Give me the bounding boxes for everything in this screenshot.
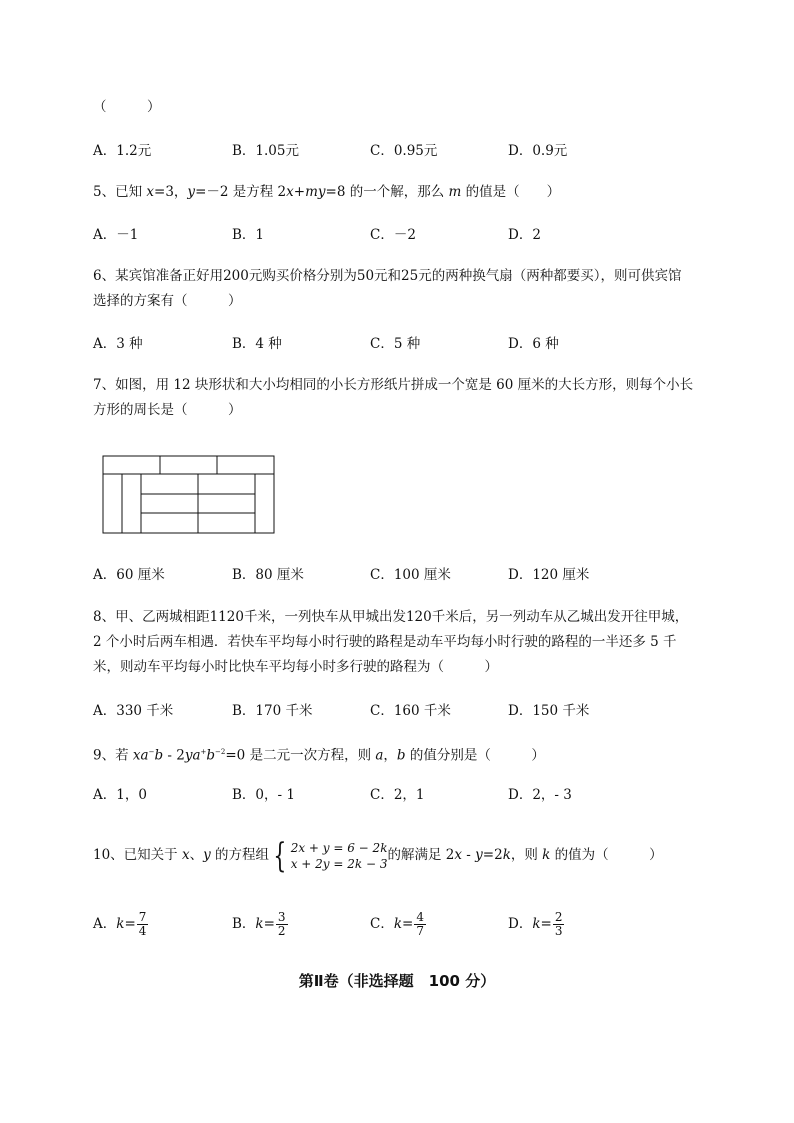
- q8-option-a[interactable]: A．330 千米: [93, 703, 174, 719]
- system-equation-2: x + 2y = 2k − 3: [290, 856, 388, 871]
- q6-options: [93, 333, 693, 355]
- q7-option-a[interactable]: A．60 厘米: [93, 567, 165, 583]
- q7-option-d[interactable]: D．120 厘米: [508, 567, 590, 583]
- q5-stem: 5、已知 x=3，y=－2 是方程 2x+my=8 的一个解，那么 m 的值是（ ）: [93, 184, 561, 200]
- q7-stem-line2: 方形的周长是（ ）: [93, 402, 242, 418]
- q7-options: [93, 564, 693, 586]
- q8-stem-line1: 8、甲、乙两城相距1120千米，一列快车从甲城出发120千米后，另一列动车从乙城出发开往甲城，: [93, 609, 689, 625]
- rectangle-tiling-figure: [100, 454, 278, 536]
- q4-option-c[interactable]: C．0.95元: [370, 143, 438, 159]
- answer-paren: （ ）: [93, 99, 161, 115]
- q10-option-d[interactable]: D．k= $\frac{2}{3}$: [508, 910, 563, 938]
- q8-option-c[interactable]: C．160 千米: [370, 703, 451, 719]
- q6-option-b[interactable]: B．4 种: [232, 336, 282, 352]
- equation-system: [269, 835, 388, 876]
- q6-stem-line1: 6、某宾馆准备正好用200元购买价格分别为50元和25元的两种换气扇（两种都要买），则可供宾馆: [93, 268, 682, 284]
- q4-option-b[interactable]: B．1.05元: [232, 143, 299, 159]
- q6-stem-line2: 选择的方案有（ ）: [93, 293, 242, 309]
- system-equation-1: 2x + y = 6 − 2k: [290, 840, 388, 855]
- q10-option-b[interactable]: B．k= $\frac{3}{2}$: [232, 910, 286, 938]
- q7-option-b[interactable]: B．80 厘米: [232, 567, 304, 583]
- q6-option-c[interactable]: C．5 种: [370, 336, 421, 352]
- q10-option-c[interactable]: C．k= $\frac{4}{7}$: [370, 910, 424, 938]
- q10-option-a[interactable]: A．k= $\frac{7}{4}$: [93, 910, 147, 938]
- q6-option-d[interactable]: D．6 种: [508, 336, 559, 352]
- q8-stem-line3: 米，则动车平均每小时比快车平均每小时多行驶的路程为（ ）: [93, 659, 498, 675]
- q9-option-a[interactable]: A．1，0: [93, 787, 147, 803]
- q9-stem: 9、若 $xa^-b - 2ya^+b^{-2}=0$ 是二元一次方程，则 a，b 的值分别是（ ）: [93, 747, 545, 764]
- q9-option-b[interactable]: B．0，- 1: [232, 787, 295, 803]
- q9-option-c[interactable]: C．2，1: [370, 787, 425, 803]
- section-title: 第Ⅱ卷（非选择题 100 分）: [298, 972, 496, 990]
- q9-option-d[interactable]: D．2，- 3: [508, 787, 572, 803]
- q8-option-d[interactable]: D．150 千米: [508, 703, 590, 719]
- q8-option-b[interactable]: B．170 千米: [232, 703, 313, 719]
- q6-option-a[interactable]: A．3 种: [93, 336, 143, 352]
- q4-option-d[interactable]: D．0.9元: [508, 143, 568, 159]
- q7-stem-line1: 7、如图，用 12 块形状和大小均相同的小长方形纸片拼成一个宽是 60 厘米的大长方形，则每个小长: [93, 377, 694, 393]
- q8-options: [93, 700, 693, 722]
- q8-stem-line2: 2 个小时后两车相遇．若快车平均每小时行驶的路程是动车平均每小时行驶的路程的一半还多 5 千: [93, 634, 677, 650]
- q4-options: [93, 140, 693, 162]
- q7-option-c[interactable]: C．100 厘米: [370, 567, 451, 583]
- q5-options: [93, 224, 693, 246]
- q10-stem: 10、已知关于 x、y 的方程组 { 2x + y = 6 − 2k x + 2y = 2k − 3 的解满足 2x - y=2k，则 k 的值为（ ）: [93, 835, 663, 876]
- q5-option-b[interactable]: B．1: [232, 227, 265, 243]
- q5-option-a[interactable]: A．－1: [93, 227, 139, 243]
- q4-option-a[interactable]: A．1.2元: [93, 143, 152, 159]
- q10-options: [93, 906, 693, 942]
- q5-option-c[interactable]: C．－2: [370, 227, 416, 243]
- left-brace-icon: {: [273, 835, 287, 876]
- q9-options: [93, 784, 693, 806]
- q5-option-d[interactable]: D．2: [508, 227, 541, 243]
